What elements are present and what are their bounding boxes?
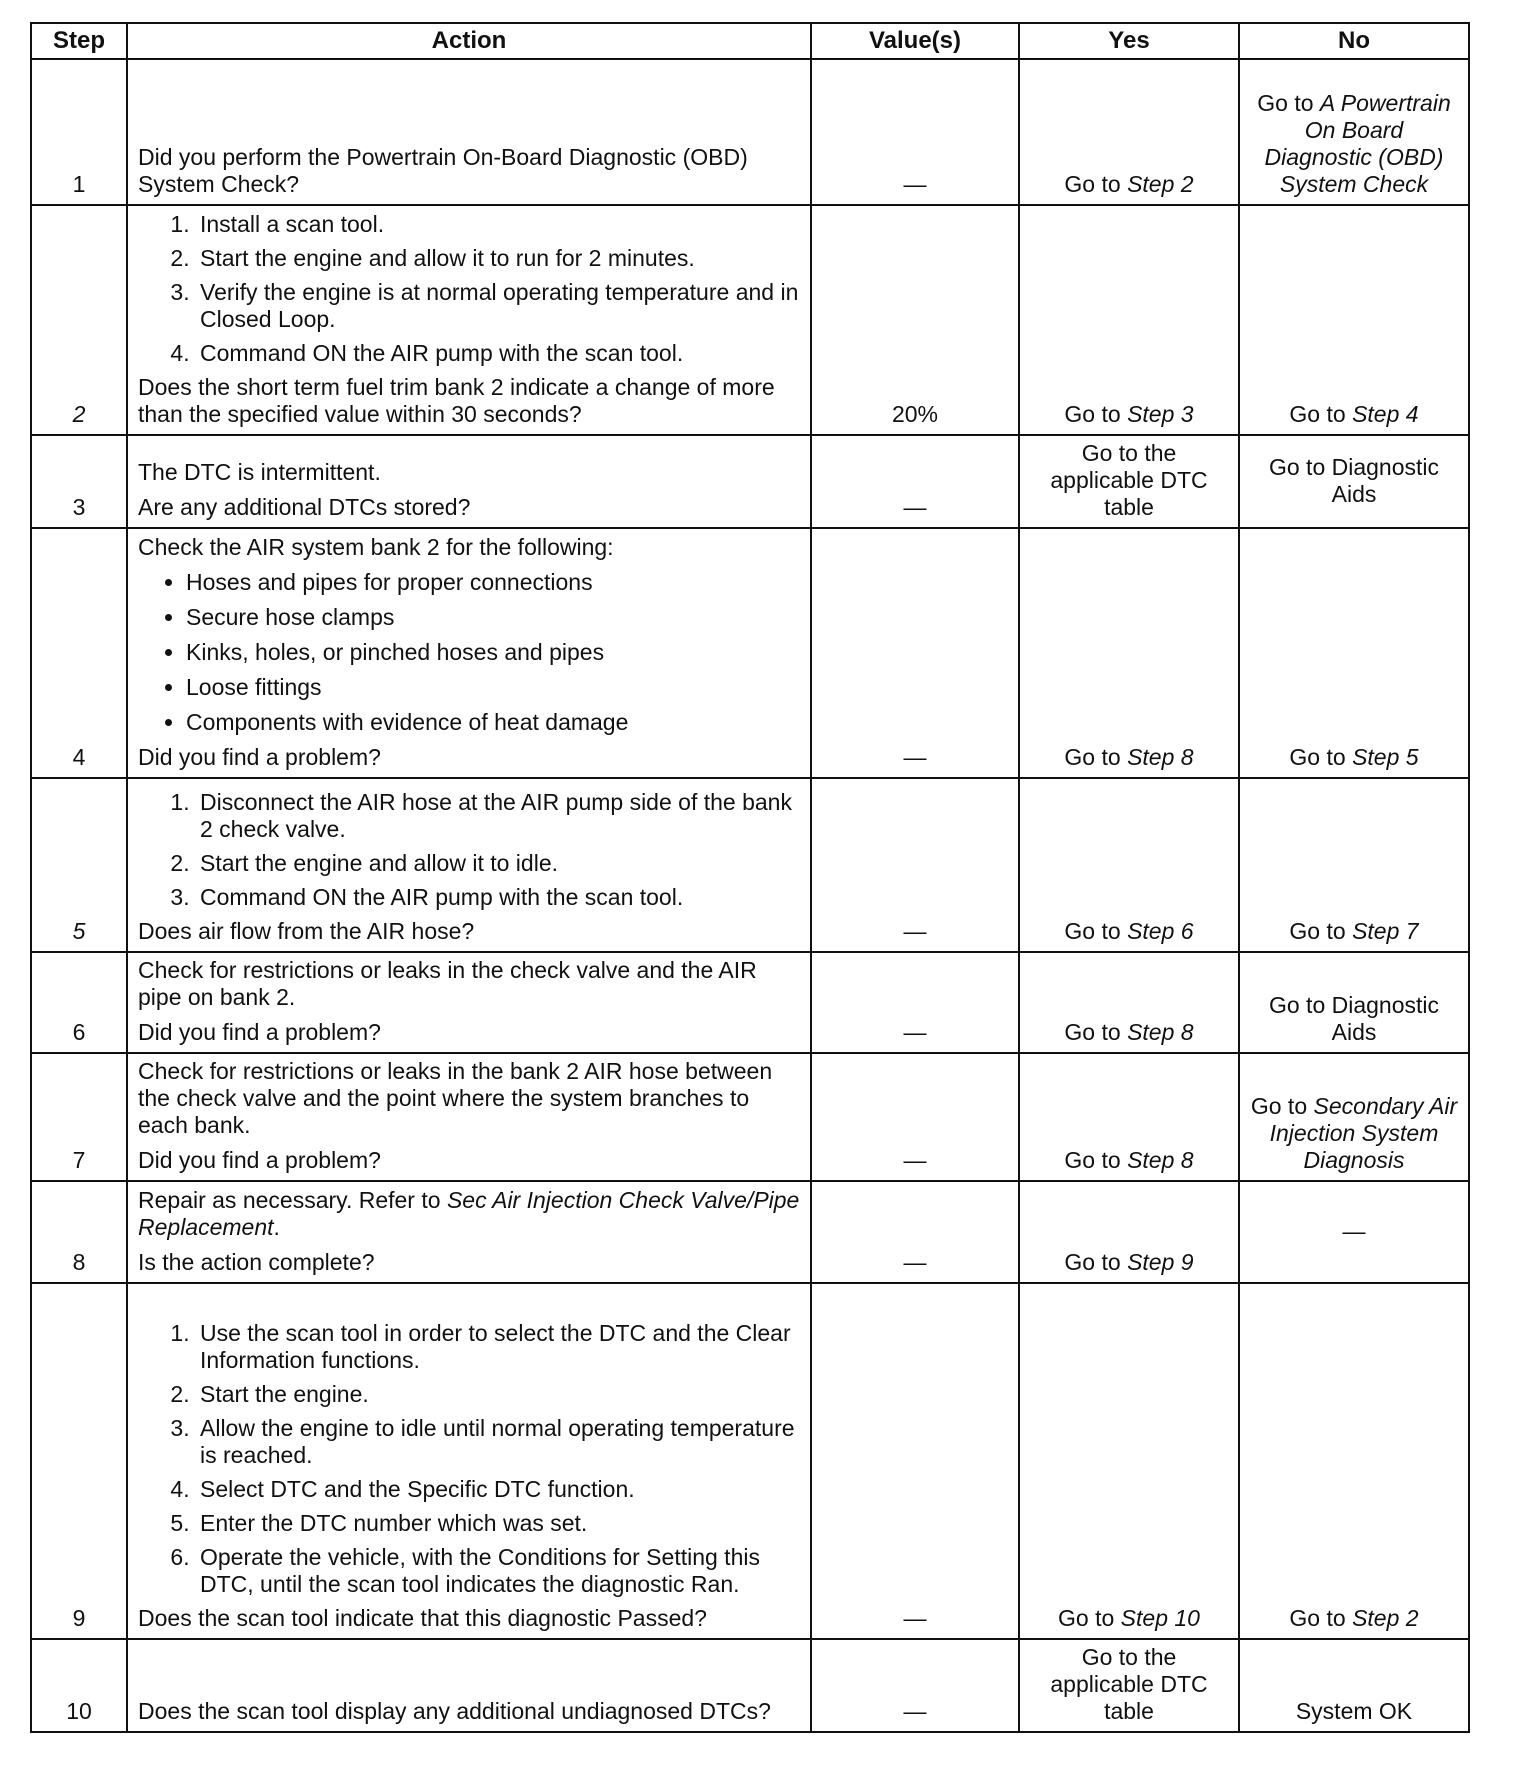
no-prefix: Go to: [1289, 1605, 1353, 1631]
action-question: Are any additional DTCs stored?: [138, 494, 471, 520]
action-step: 2. Start the engine and allow it to run for 2 minutes.: [196, 245, 800, 272]
action-question: Did you find a problem?: [138, 744, 381, 770]
yes-cell: [1019, 205, 1239, 435]
table-row: [31, 1283, 1469, 1639]
step-number: 1: [31, 59, 127, 205]
no-cell: Go to Diagnostic Aids: [1239, 435, 1469, 528]
step-number: 4: [31, 528, 127, 778]
no-prefix: Go to: [1250, 1093, 1314, 1119]
value-cell: —: [811, 1639, 1019, 1732]
yes-prefix: Go to: [1058, 1605, 1121, 1631]
value-cell: —: [811, 528, 1019, 778]
action-question: Does air flow from the AIR hose?: [138, 918, 475, 944]
action-step: 4. Command ON the AIR pump with the scan tool.: [196, 340, 800, 367]
action-question: Did you find a problem?: [138, 1147, 381, 1173]
table-row: [31, 952, 1469, 1053]
bullet-item: • Loose fittings: [186, 674, 800, 701]
action-question: Did you find a problem?: [138, 1019, 381, 1045]
action-text: Does the scan tool display any additional undiagnosed DTCs?: [138, 1698, 771, 1724]
no-step-ref: Step 4: [1352, 401, 1419, 427]
table-row: [31, 59, 1469, 205]
yes-cell: [1019, 952, 1239, 1053]
no-prefix: Go to: [1289, 401, 1353, 427]
yes-cell: [1019, 778, 1239, 952]
action-step: 4. Select DTC and the Specific DTC function.: [196, 1476, 800, 1503]
step-number: 7: [31, 1053, 127, 1181]
header-action: Action: [127, 23, 811, 59]
action-bullets: [138, 569, 800, 736]
action-text: Check for restrictions or leaks in the bank 2 AIR hose between the check valve and the point where the system branches to each bank.: [138, 1058, 773, 1138]
step-number: 9: [31, 1283, 127, 1639]
value-cell: —: [811, 1053, 1019, 1181]
table-row: [31, 1639, 1469, 1732]
value-cell: —: [811, 778, 1019, 952]
action-question: Does the short term fuel trim bank 2 indicate a change of more than the specified value within 30 seconds?: [138, 374, 775, 427]
diagnostic-table: [30, 22, 1470, 1733]
step-number: 10: [31, 1639, 127, 1732]
action-text: The DTC is intermittent.: [138, 459, 381, 485]
action-step: 2. Start the engine and allow it to idle.: [196, 850, 800, 877]
action-question: Is the action complete?: [138, 1249, 375, 1275]
bullet-item: • Components with evidence of heat damage: [186, 709, 800, 736]
no-cell: [1239, 528, 1469, 778]
table-row: [31, 1181, 1469, 1283]
no-prefix: Go to: [1289, 744, 1353, 770]
value-cell: —: [811, 59, 1019, 205]
no-cell: System OK: [1239, 1639, 1469, 1732]
yes-step-ref: Step 3: [1127, 401, 1194, 427]
action-step: 1. Disconnect the AIR hose at the AIR pump side of the bank 2 check valve.: [196, 789, 800, 843]
yes-cell: [1019, 1181, 1239, 1283]
value-cell: —: [811, 952, 1019, 1053]
yes-cell: [1019, 1283, 1239, 1639]
action-cell: [127, 205, 811, 435]
yes-cell: Go to the applicable DTC table: [1019, 1639, 1239, 1732]
action-steps: [138, 789, 800, 911]
yes-step-ref: Step 8: [1127, 1147, 1194, 1173]
yes-prefix: Go to: [1064, 1147, 1128, 1173]
yes-step-ref: Step 10: [1120, 1605, 1200, 1631]
yes-prefix: Go to: [1064, 918, 1128, 944]
step-number: 2: [31, 205, 127, 435]
action-step: 6. Operate the vehicle, with the Conditions for Setting this DTC, until the scan tool indicates the diagnostic Ran.: [196, 1544, 800, 1598]
action-cell: [127, 528, 811, 778]
value-cell: —: [811, 1181, 1019, 1283]
header-no: No: [1239, 23, 1469, 59]
value-cell: —: [811, 435, 1019, 528]
yes-step-ref: Step 8: [1127, 744, 1194, 770]
action-step: 3. Allow the engine to idle until normal operating temperature is reached.: [196, 1415, 800, 1469]
table-row: [31, 528, 1469, 778]
value-cell: —: [811, 1283, 1019, 1639]
yes-prefix: Go to: [1064, 1019, 1128, 1045]
action-steps: [138, 211, 800, 367]
yes-step-ref: Step 6: [1127, 918, 1194, 944]
action-text: Check the AIR system bank 2 for the following:: [138, 534, 614, 560]
yes-step-ref: Step 8: [1127, 1019, 1194, 1045]
yes-step-ref: Step 2: [1127, 171, 1194, 197]
step-number: 3: [31, 435, 127, 528]
no-cell: [1239, 205, 1469, 435]
no-cell: [1239, 1283, 1469, 1639]
step-number: 8: [31, 1181, 127, 1283]
no-ref: A Powertrain On Board Diagnostic (OBD) System Check: [1264, 90, 1451, 197]
yes-cell: [1019, 528, 1239, 778]
step-number: 5: [31, 778, 127, 952]
action-step: 3. Verify the engine is at normal operating temperature and in Closed Loop.: [196, 279, 800, 333]
step-number: 6: [31, 952, 127, 1053]
no-cell: [1239, 1053, 1469, 1181]
table-row: [31, 1053, 1469, 1181]
no-step-ref: Step 7: [1352, 918, 1419, 944]
header-yes: Yes: [1019, 23, 1239, 59]
no-cell: [1239, 778, 1469, 952]
no-step-ref: Step 2: [1352, 1605, 1419, 1631]
action-step: 1. Install a scan tool.: [196, 211, 800, 238]
table-row: [31, 435, 1469, 528]
no-ref: Secondary Air Injection System Diagnosis: [1269, 1093, 1458, 1173]
table-row: [31, 205, 1469, 435]
action-prefix: Repair as necessary. Refer to: [138, 1187, 447, 1213]
yes-prefix: Go to: [1064, 171, 1128, 197]
action-cell: [127, 59, 811, 205]
no-step-ref: Step 5: [1352, 744, 1419, 770]
no-cell: [1239, 59, 1469, 205]
action-step: 3. Command ON the AIR pump with the scan tool.: [196, 884, 800, 911]
no-prefix: Go to: [1289, 918, 1353, 944]
bullet-item: • Kinks, holes, or pinched hoses and pipes: [186, 639, 800, 666]
action-question: Does the scan tool indicate that this diagnostic Passed?: [138, 1605, 707, 1631]
no-cell: Go to Diagnostic Aids: [1239, 952, 1469, 1053]
yes-prefix: Go to: [1064, 1249, 1128, 1275]
yes-step-ref: Step 9: [1127, 1249, 1194, 1275]
action-cell: [127, 778, 811, 952]
header-step: Step: [31, 23, 127, 59]
no-cell: —: [1239, 1181, 1469, 1283]
header-row: [31, 23, 1469, 59]
action-cell: [127, 1283, 811, 1639]
action-text: Did you perform the Powertrain On-Board Diagnostic (OBD) System Check?: [138, 144, 748, 197]
yes-prefix: Go to: [1064, 401, 1128, 427]
no-prefix: Go to: [1257, 90, 1320, 116]
action-cell: [127, 952, 811, 1053]
bullet-item: • Hoses and pipes for proper connections: [186, 569, 800, 596]
action-suffix: .: [273, 1214, 280, 1240]
yes-cell: Go to the applicable DTC table: [1019, 435, 1239, 528]
action-cell: [127, 435, 811, 528]
action-cell: [127, 1181, 811, 1283]
header-values: Value(s): [811, 23, 1019, 59]
yes-cell: [1019, 59, 1239, 205]
yes-prefix: Go to: [1064, 744, 1128, 770]
action-text: [138, 1187, 800, 1241]
action-steps: [138, 1320, 800, 1598]
bullet-item: • Secure hose clamps: [186, 604, 800, 631]
action-cell: [127, 1053, 811, 1181]
table-row: [31, 778, 1469, 952]
action-step: 1. Use the scan tool in order to select the DTC and the Clear Information functions.: [196, 1320, 800, 1374]
action-step: 5. Enter the DTC number which was set.: [196, 1510, 800, 1537]
yes-cell: [1019, 1053, 1239, 1181]
action-ref: Sec Air Injection Check Valve/Pipe Replacement: [138, 1187, 800, 1240]
action-text: Check for restrictions or leaks in the check valve and the AIR pipe on bank 2.: [138, 957, 757, 1010]
action-cell: [127, 1639, 811, 1732]
action-step: 2. Start the engine.: [196, 1381, 800, 1408]
value-cell: 20%: [811, 205, 1019, 435]
